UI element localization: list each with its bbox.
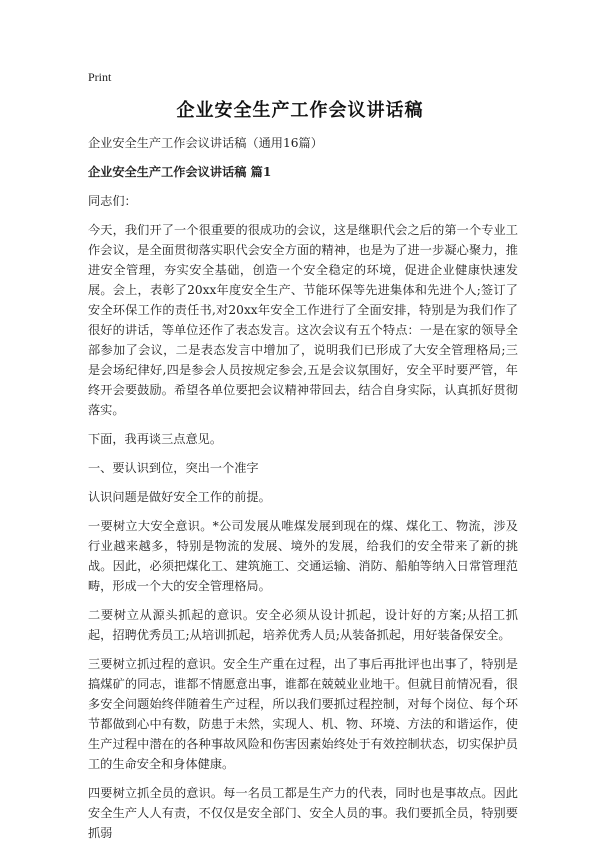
section-heading: 企业安全生产工作会议讲话稿 篇1: [88, 165, 272, 179]
paragraph-heading-one: 一、要认识到位，突出一个准字: [88, 461, 259, 475]
paragraph-transition: 下面，我再谈三点意见。: [88, 432, 223, 446]
greeting: 同志们：: [88, 194, 137, 208]
document-body: [88, 133, 518, 852]
paragraph-point-four: 四要树立抓全员的意识。每一名员工都是生产力的代表，同时也是事故点。因此安全生产人人有责，不仅仅是安全部门、安全人员的事。我们要抓全员，特别要抓弱: [88, 786, 518, 840]
document-title: 企业安全生产工作会议讲话稿: [176, 100, 424, 121]
paragraph-point-two: 二要树立从源头抓起的意识。安全必须从设计抓起，设计好的方案;从招工抓起，招聘优秀员工;从培训抓起，培养优秀人员;从装备抓起，用好装备保安全。: [88, 608, 518, 642]
paragraph-point-three: 三要树立抓过程的意识。安全生产重在过程，出了事后再批评也出事了，特别是搞煤矿的同志，谁都不情愿意出事，谁都在兢兢业业地干。但就目前情况看，很多安全问题始终伴随着生产过程，所以我们要抓过程控制，对每个岗位、每个环节都做到心中有数，防患于未然，实现人、机、物、环境、方法的和谐运作，使生产过程中潜在的各种事故风险和伤害因素始终处于有效控制状态，切实保护员工的生命安全和身体健康。: [88, 657, 518, 771]
print-label: Print: [88, 70, 112, 84]
paragraph-intro: 今天，我们开了一个很重要的很成功的会议，这是继职代会之后的第一个专业工作会议，是全面贯彻落实职代会安全方面的精神，也是为了进一步凝心聚力，推进安全管理，夯实安全基础，创造一个安全稳定的环境，促进企业健康快速发展。会上，表彰了20xx年度安全生产、节能环保等先进集体和先进个人;签订了安全环保工作的责任书,对20xx年安全工作进行了全面安排，特别是为我们作了很好的讲话，等单位还作了表态发言。这次会议有五个特点：一是在家的领导全部参加了会议，二是表态发言中增加了，说明我们已形成了大安全管理格局;三是会场纪律好,四是参会人员按规定参会,五是会议氛围好，安全平时要严管，年终开会要鼓励。希望各单位要把会议精神带回去，结合自身实际，认真抓好贯彻落实。: [88, 223, 518, 417]
paragraph-point-one: 一要树立大安全意识。*公司发展从唯煤发展到现在的煤、煤化工、物流，涉及行业越来越多，特别是物流的发展、境外的发展，给我们的安全带来了新的挑战。因此，必须把煤化工、建筑施工、交通运输、消防、船舶等纳入日常管理范畴，形成一个大的安全管理格局。: [88, 519, 518, 593]
paragraph-premise: 认识问题是做好安全工作的前提。: [88, 490, 271, 504]
document-subtitle: 企业安全生产工作会议讲话稿（通用16篇）: [88, 136, 323, 150]
